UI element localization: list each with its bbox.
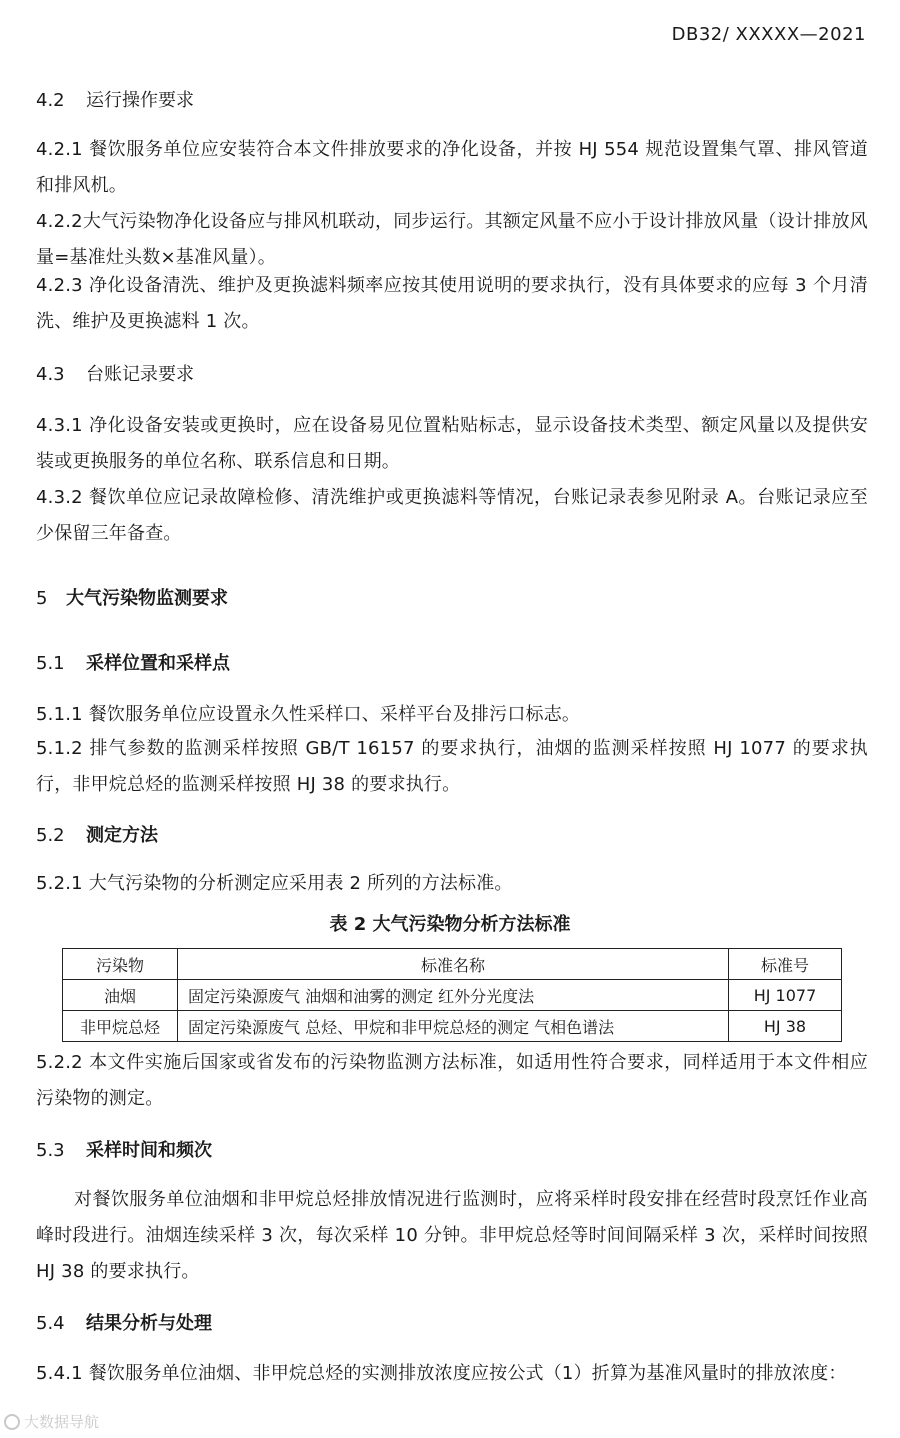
table-header-cell: 污染物: [63, 949, 178, 980]
section-5-4-heading: [36, 1311, 868, 1337]
section-title: 采样时间和频次: [86, 1140, 212, 1161]
table-row: [63, 1011, 842, 1042]
table-header-cell: 标准名称: [178, 949, 729, 980]
table-cell: 固定污染源废气 总烃、甲烷和非甲烷总烃的测定 气相色谱法: [178, 1011, 729, 1042]
section-title: 采样位置和采样点: [86, 653, 230, 674]
paragraph-5-2-2: 5.2.2 本文件实施后国家或省发布的污染物监测方法标准，如适用性符合要求，同样适用于本文件相应污染物的测定。: [36, 1052, 868, 1109]
section-title: 运行操作要求: [86, 90, 194, 111]
watermark-logo-icon: [4, 1414, 20, 1430]
section-5-1-heading: [36, 651, 868, 677]
document-code: DB32/ XXXXX—2021: [671, 24, 866, 45]
section-number: 4.2: [36, 90, 65, 111]
paragraph-4-3-1: 4.3.1 净化设备安装或更换时，应在设备易见位置粘贴标志，显示设备技术类型、额定风量以及提供安装或更换服务的单位名称、联系信息和日期。: [36, 415, 868, 472]
section-number: 5: [36, 588, 48, 609]
watermark: [4, 1411, 99, 1432]
table-cell: 固定污染源废气 油烟和油雾的测定 红外分光度法: [178, 980, 729, 1011]
section-number: 5.2: [36, 825, 65, 846]
paragraph-5-2-1: 5.2.1 大气污染物的分析测定应采用表 2 所列的方法标准。: [36, 873, 513, 894]
section-number: 5.4: [36, 1313, 65, 1334]
section-title: 结果分析与处理: [86, 1313, 212, 1334]
section-title: 台账记录要求: [86, 364, 194, 385]
section-title: 测定方法: [86, 825, 158, 846]
paragraph-5-1-1: 5.1.1 餐饮服务单位应设置永久性采样口、采样平台及排污口标志。: [36, 704, 581, 725]
table-cell: HJ 1077: [729, 980, 842, 1011]
section-4-2-heading: [36, 88, 868, 114]
section-5-3-heading: [36, 1138, 868, 1164]
paragraph-4-2-1: 4.2.1 餐饮服务单位应安装符合本文件排放要求的净化设备，并按 HJ 554 规范设置集气罩、排风管道和排风机。: [36, 139, 868, 196]
section-5-heading: [36, 586, 868, 612]
table-cell: HJ 38: [729, 1011, 842, 1042]
paragraph-4-2-2: 4.2.2大气污染物净化设备应与排风机联动，同步运行。其额定风量不应小于设计排放风量（设计排放风量=基准灶头数×基准风量）。: [36, 211, 868, 268]
paragraph-4-3-2: 4.3.2 餐饮单位应记录故障检修、清洗维护或更换滤料等情况，台账记录表参见附录 A。台账记录应至少保留三年备查。: [36, 487, 868, 544]
paragraph-5-4-1: 5.4.1 餐饮服务单位油烟、非甲烷总烃的实测排放浓度应按公式（1）折算为基准风量时的排放浓度：: [36, 1363, 847, 1384]
table-header-row: [63, 949, 842, 980]
section-5-2-heading: [36, 823, 868, 849]
table-cell: 油烟: [63, 980, 178, 1011]
table-row: [63, 980, 842, 1011]
section-number: 4.3: [36, 364, 65, 385]
watermark-text: 大数据导航: [24, 1413, 100, 1431]
section-number: 5.1: [36, 653, 65, 674]
paragraph-5-3: 对餐饮服务单位油烟和非甲烷总烃排放情况进行监测时，应将采样时段安排在经营时段烹饪作业高峰时段进行。油烟连续采样 3 次，每次采样 10 分钟。非甲烷总烃等时间间隔采样 3 次，采样时间按照 HJ 38 的要求执行。: [36, 1189, 868, 1282]
paragraph-5-1-2: 5.1.2 排气参数的监测采样按照 GB/T 16157 的要求执行，油烟的监测采样按照 HJ 1077 的要求执行，非甲烷总烃的监测采样按照 HJ 38 的要求执行。: [36, 738, 868, 795]
table-caption: 表 2 大气污染物分析方法标准: [329, 914, 571, 935]
section-4-3-heading: [36, 362, 868, 388]
table-header-cell: 标准号: [729, 949, 842, 980]
section-title: 大气污染物监测要求: [66, 588, 228, 609]
section-number: 5.3: [36, 1140, 65, 1161]
table-cell: 非甲烷总烃: [63, 1011, 178, 1042]
standards-table: [62, 948, 842, 1042]
paragraph-4-2-3: 4.2.3 净化设备清洗、维护及更换滤料频率应按其使用说明的要求执行，没有具体要求的应每 3 个月清洗、维护及更换滤料 1 次。: [36, 275, 868, 332]
